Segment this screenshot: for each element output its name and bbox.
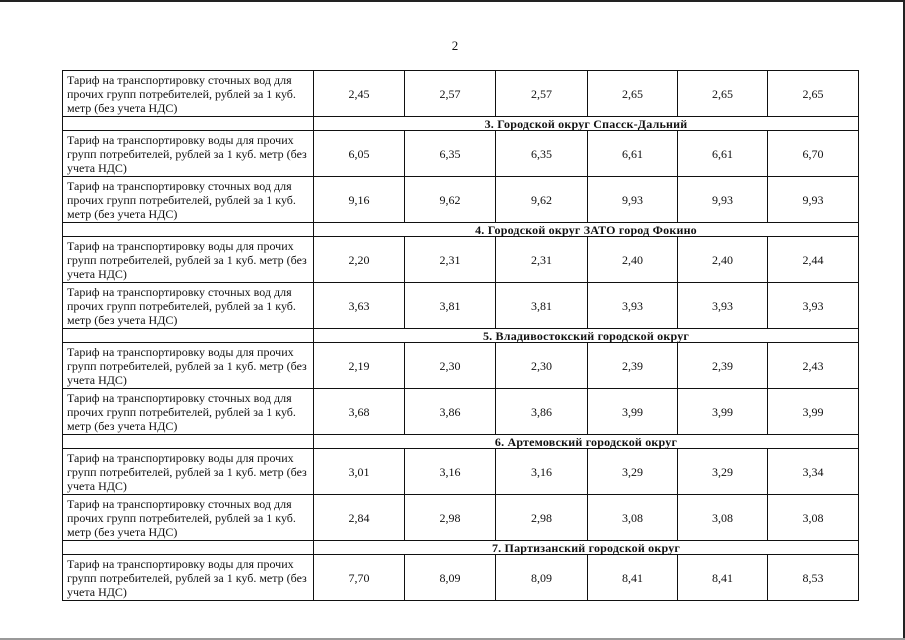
tariff-value: 2,39 (678, 343, 768, 389)
section-blank-cell (63, 223, 314, 237)
tariff-value: 8,09 (405, 555, 496, 601)
tariff-value: 2,40 (588, 237, 678, 283)
tariff-value: 2,30 (405, 343, 496, 389)
tariff-value: 2,19 (314, 343, 405, 389)
tariff-value: 9,93 (588, 177, 678, 223)
tariff-value: 2,31 (496, 237, 588, 283)
tariff-value: 3,86 (405, 389, 496, 435)
tariff-row (63, 343, 859, 389)
tariff-value: 9,62 (405, 177, 496, 223)
tariff-description: Тариф на транспортировку воды для прочих групп потребителей, рублей за 1 куб. метр (без учета НДС) (63, 237, 314, 283)
section-title: 3. Городской округ Спасск-Дальний (314, 117, 859, 131)
tariff-value: 3,01 (314, 449, 405, 495)
tariff-row (63, 237, 859, 283)
tariff-row (63, 389, 859, 435)
tariff-value: 2,31 (405, 237, 496, 283)
tariff-value: 9,93 (678, 177, 768, 223)
tariff-value: 3,08 (768, 495, 859, 541)
tariff-value: 3,29 (588, 449, 678, 495)
tariff-description: Тариф на транспортировку воды для прочих групп потребителей, рублей за 1 куб. метр (без учета НДС) (63, 343, 314, 389)
section-header-row (63, 117, 859, 131)
tariff-value: 6,61 (588, 131, 678, 177)
tariff-value: 3,99 (768, 389, 859, 435)
tariff-value: 2,43 (768, 343, 859, 389)
tariff-row (63, 495, 859, 541)
section-header-row (63, 329, 859, 343)
tariff-description: Тариф на транспортировку воды для прочих групп потребителей, рублей за 1 куб. метр (без учета НДС) (63, 449, 314, 495)
tariff-value: 8,09 (496, 555, 588, 601)
section-blank-cell (63, 541, 314, 555)
section-header-row (63, 223, 859, 237)
tariff-value: 7,70 (314, 555, 405, 601)
tariff-value: 2,84 (314, 495, 405, 541)
tariff-value: 3,68 (314, 389, 405, 435)
tariff-value: 2,44 (768, 237, 859, 283)
tariff-description: Тариф на транспортировку воды для прочих групп потребителей, рублей за 1 куб. метр (без учета НДС) (63, 131, 314, 177)
section-blank-cell (63, 435, 314, 449)
tariff-value: 8,41 (588, 555, 678, 601)
section-title: 6. Артемовский городской округ (314, 435, 859, 449)
tariff-value: 2,65 (588, 71, 678, 117)
tariff-row (63, 71, 859, 117)
tariff-value: 3,63 (314, 283, 405, 329)
tariff-value: 2,65 (768, 71, 859, 117)
tariff-value: 2,57 (405, 71, 496, 117)
tariff-table (62, 70, 859, 601)
section-header-row (63, 541, 859, 555)
tariff-value: 2,98 (496, 495, 588, 541)
tariff-value: 3,08 (678, 495, 768, 541)
tariff-value: 9,93 (768, 177, 859, 223)
tariff-row (63, 131, 859, 177)
tariff-value: 2,20 (314, 237, 405, 283)
tariff-value: 3,81 (496, 283, 588, 329)
section-title: 4. Городской округ ЗАТО город Фокино (314, 223, 859, 237)
tariff-description: Тариф на транспортировку воды для прочих групп потребителей, рублей за 1 куб. метр (без учета НДС) (63, 555, 314, 601)
tariff-value: 2,65 (678, 71, 768, 117)
tariff-description: Тариф на транспортировку сточных вод для прочих групп потребителей, рублей за 1 куб. метр (без учета НДС) (63, 71, 314, 117)
tariff-table-body (63, 71, 859, 601)
page-number: 2 (451, 38, 459, 53)
tariff-value: 6,70 (768, 131, 859, 177)
tariff-row (63, 283, 859, 329)
tariff-value: 3,08 (588, 495, 678, 541)
tariff-value: 3,34 (768, 449, 859, 495)
tariff-value: 3,99 (588, 389, 678, 435)
tariff-value: 2,45 (314, 71, 405, 117)
tariff-row (63, 177, 859, 223)
tariff-value: 3,86 (496, 389, 588, 435)
tariff-value: 6,61 (678, 131, 768, 177)
section-blank-cell (63, 329, 314, 343)
tariff-value: 2,98 (405, 495, 496, 541)
tariff-row (63, 555, 859, 601)
tariff-value: 3,93 (588, 283, 678, 329)
tariff-value: 6,35 (496, 131, 588, 177)
section-title: 7. Партизанский городской округ (314, 541, 859, 555)
tariff-value: 8,53 (768, 555, 859, 601)
tariff-value: 3,81 (405, 283, 496, 329)
tariff-value: 2,57 (496, 71, 588, 117)
tariff-value: 3,93 (678, 283, 768, 329)
tariff-value: 9,62 (496, 177, 588, 223)
tariff-value: 2,40 (678, 237, 768, 283)
tariff-value: 2,39 (588, 343, 678, 389)
tariff-description: Тариф на транспортировку сточных вод для прочих групп потребителей, рублей за 1 куб. метр (без учета НДС) (63, 389, 314, 435)
tariff-value: 2,30 (496, 343, 588, 389)
tariff-value: 3,29 (678, 449, 768, 495)
tariff-value: 6,05 (314, 131, 405, 177)
tariff-row (63, 449, 859, 495)
tariff-description: Тариф на транспортировку сточных вод для прочих групп потребителей, рублей за 1 куб. метр (без учета НДС) (63, 177, 314, 223)
section-title: 5. Владивостокский городской округ (314, 329, 859, 343)
tariff-value: 3,93 (768, 283, 859, 329)
tariff-value: 6,35 (405, 131, 496, 177)
section-header-row (63, 435, 859, 449)
tariff-description: Тариф на транспортировку сточных вод для прочих групп потребителей, рублей за 1 куб. метр (без учета НДС) (63, 283, 314, 329)
tariff-value: 3,16 (496, 449, 588, 495)
scan-border-top (0, 0, 905, 2)
tariff-description: Тариф на транспортировку сточных вод для прочих групп потребителей, рублей за 1 куб. метр (без учета НДС) (63, 495, 314, 541)
tariff-value: 9,16 (314, 177, 405, 223)
tariff-value: 3,16 (405, 449, 496, 495)
tariff-value: 8,41 (678, 555, 768, 601)
section-blank-cell (63, 117, 314, 131)
tariff-value: 3,99 (678, 389, 768, 435)
